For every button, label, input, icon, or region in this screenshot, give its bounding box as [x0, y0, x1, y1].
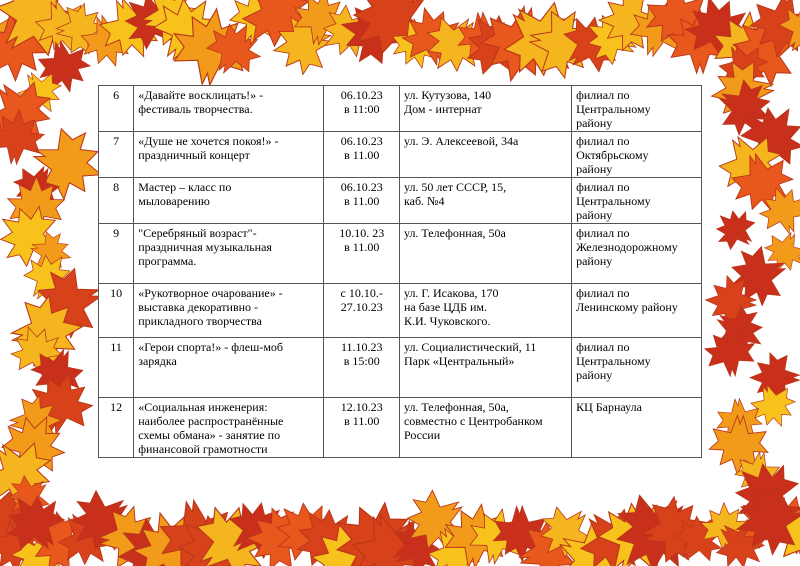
event-place-line: ул. 50 лет СССР, 15,	[403, 180, 507, 194]
events-schedule-table	[98, 85, 702, 458]
event-title-line: «Душе не хочется покоя!» -	[138, 134, 279, 148]
event-place-line: ул. Телефонная, 50а	[403, 226, 506, 240]
event-date-cell	[324, 284, 400, 338]
event-organizer-line: району	[576, 208, 613, 222]
event-organizer-line: району	[576, 368, 613, 382]
event-number-cell: 11	[99, 338, 134, 398]
maple-leaf-icon	[707, 201, 764, 258]
event-title-line: схемы обмана» - занятие по	[138, 428, 281, 442]
table-row	[99, 398, 702, 458]
event-place-cell	[399, 86, 571, 132]
event-title-line: наиболее распространённые	[138, 414, 284, 428]
event-place-line: совместно с Центробанком	[403, 414, 543, 428]
event-date-line: 10.10. 23	[339, 226, 385, 240]
event-title-line: зарядка	[138, 354, 177, 368]
event-date-line: 06.10.23	[340, 88, 383, 102]
event-organizer-cell	[572, 86, 702, 132]
event-place-cell	[399, 178, 571, 224]
event-date-line: 11.10.23	[340, 340, 383, 354]
event-place-cell	[399, 398, 571, 458]
event-number-cell: 10	[99, 284, 134, 338]
event-organizer-cell	[572, 132, 702, 178]
event-place-cell	[399, 224, 571, 284]
event-date-line: 27.10.23	[340, 300, 383, 314]
event-organizer-line: филиал по	[576, 88, 630, 102]
event-place-line: ул. Э. Алексеевой, 34а	[403, 134, 519, 148]
event-title-cell	[134, 86, 324, 132]
event-title-cell	[134, 338, 324, 398]
table-row	[99, 284, 702, 338]
event-title-line: праздничный концерт	[138, 148, 250, 162]
event-title-line: «Социальная инженерия:	[138, 400, 268, 414]
event-place-line: на базе ЦДБ им.	[403, 300, 487, 314]
event-title-cell	[134, 284, 324, 338]
event-date-cell	[324, 398, 400, 458]
event-title-line: «Герои спорта!» - флеш-моб	[138, 340, 284, 354]
event-number-cell: 12	[99, 398, 134, 458]
event-date-line: в 11.00	[344, 194, 380, 208]
event-place-line: Парк «Центральный»	[403, 354, 515, 368]
event-date-cell	[324, 86, 400, 132]
event-place-cell	[399, 338, 571, 398]
event-date-cell	[324, 178, 400, 224]
event-place-line: Дом - интернат	[403, 102, 482, 116]
event-organizer-line: району	[576, 254, 613, 268]
event-organizer-cell	[572, 338, 702, 398]
event-number-cell: 8	[99, 178, 134, 224]
event-organizer-line: филиал по	[576, 180, 630, 194]
event-organizer-line: Центральному	[576, 102, 651, 116]
event-number-cell: 9	[99, 224, 134, 284]
event-place-line: ул. Социалистический, 11	[403, 340, 537, 354]
event-organizer-line: району	[576, 162, 613, 176]
event-place-line: каб. №4	[403, 194, 445, 208]
event-organizer-line: Октябрьскому	[576, 148, 649, 162]
event-organizer-line: Центральному	[576, 194, 651, 208]
event-date-line: в 11.00	[344, 148, 380, 162]
event-date-line: в 11.00	[344, 414, 380, 428]
event-title-line: «Рукотворное очарование» -	[138, 286, 283, 300]
event-title-line: финансовой грамотности	[138, 442, 268, 456]
event-date-line: с 10.10.-	[340, 286, 383, 300]
event-place-cell	[399, 132, 571, 178]
event-organizer-cell	[572, 224, 702, 284]
event-title-cell	[134, 132, 324, 178]
event-place-line: ул. Г. Исакова, 170	[403, 286, 499, 300]
event-title-line: "Серебряный возраст"-	[138, 226, 257, 240]
event-place-line: ул. Телефонная, 50а,	[403, 400, 509, 414]
event-organizer-cell	[572, 398, 702, 458]
event-date-line: в 11:00	[343, 102, 380, 116]
event-title-line: прикладного творчества	[138, 314, 262, 328]
event-number-cell: 7	[99, 132, 134, 178]
event-organizer-cell	[572, 284, 702, 338]
event-date-line: 12.10.23	[340, 400, 383, 414]
table-row	[99, 86, 702, 132]
event-place-cell	[399, 284, 571, 338]
event-date-line: в 15:00	[343, 354, 380, 368]
event-date-line: 06.10.23	[340, 180, 383, 194]
event-title-cell	[134, 224, 324, 284]
event-organizer-line: Центральному	[576, 354, 651, 368]
table-row	[99, 132, 702, 178]
event-title-line: Мастер – класс по	[138, 180, 232, 194]
event-place-line: России	[403, 428, 441, 442]
event-date-cell	[324, 132, 400, 178]
event-date-cell	[324, 224, 400, 284]
event-organizer-line: Железнодорожному	[576, 240, 678, 254]
table-row	[99, 178, 702, 224]
event-title-line: мыловарению	[138, 194, 210, 208]
event-date-line: в 11.00	[344, 240, 380, 254]
event-title-cell	[134, 178, 324, 224]
event-title-cell	[134, 398, 324, 458]
schedule-body	[99, 86, 702, 458]
event-organizer-line: району	[576, 116, 613, 130]
event-title-line: выставка декоративно -	[138, 300, 259, 314]
event-place-line: К.И. Чуковского.	[403, 314, 491, 328]
event-organizer-line: филиал по	[576, 226, 630, 240]
event-title-line: «Давайте восклицать!» -	[138, 88, 264, 102]
event-title-line: программа.	[138, 254, 197, 268]
event-organizer-cell	[572, 178, 702, 224]
event-title-line: праздничная музыкальная	[138, 240, 272, 254]
event-place-line: ул. Кутузова, 140	[403, 88, 492, 102]
event-organizer-line: филиал по	[576, 286, 630, 300]
event-date-cell	[324, 338, 400, 398]
event-title-line: фестиваль творчества.	[138, 102, 253, 116]
event-organizer-line: филиал по	[576, 134, 630, 148]
table-row	[99, 224, 702, 284]
event-date-line: 06.10.23	[340, 134, 383, 148]
event-number-cell: 6	[99, 86, 134, 132]
event-organizer-line: филиал по	[576, 340, 630, 354]
event-organizer-line: КЦ Барнаула	[576, 400, 642, 414]
event-organizer-line: Ленинскому району	[576, 300, 678, 314]
table-row	[99, 338, 702, 398]
